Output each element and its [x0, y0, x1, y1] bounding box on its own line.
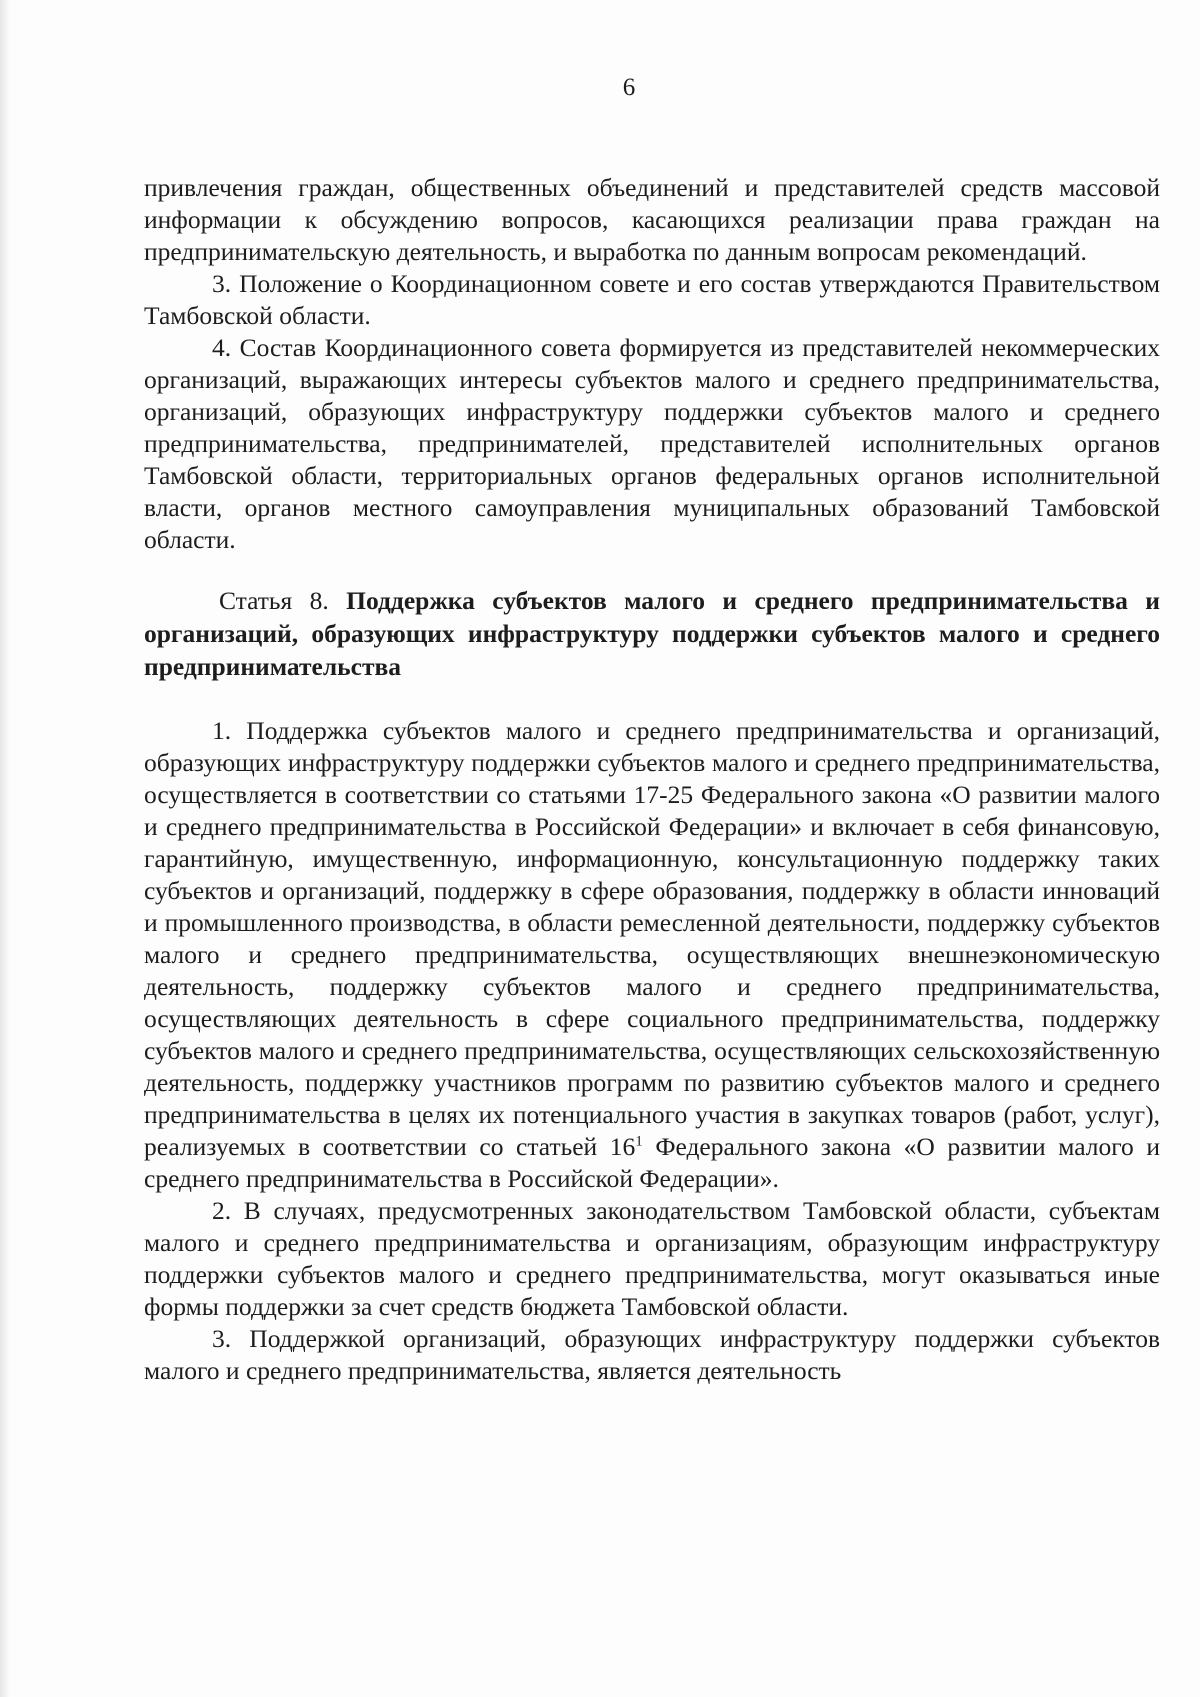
article-paragraph-1-text: 1. Поддержка субъектов малого и среднего предпринимательства и организаций, образующих инфраструктуру поддержки субъектов малого и среднего предпринимательства, осуществляется в соответствии со статьями 17-25 Федерального закона «О развитии малого и среднего предпринимательства в Российской Федерации» и включает в себя финансовую, гарантийную, имущественную, информационную, консультационную поддержку таких субъектов и организаций, поддержку в сфере образования, поддержку в области инноваций и промышленного производства, в области ремесленной деятельности, поддержку субъектов малого и среднего предпринимательства, осуществляющих внешнеэкономическую деятельность, поддержку субъектов малого и среднего предпринимательства, осуществляющих деятельность в сфере социального предпринимательства, поддержку субъектов малого и среднего предпринимательства, осуществляющих сельскохозяйственную деятельность, поддержку участников программ по развитию субъектов малого и среднего предпринимательства в целях их потенциального участия в закупках товаров (работ, услуг), реализуемых в соответствии со статьей 16	[144, 716, 1160, 1161]
paragraph-4: 4. Состав Координационного совета формируется из представителей некоммерческих организаций, выражающих интересы субъектов малого и среднего предпринимательства, организаций, образующих инфраструктуру поддержки субъектов малого и среднего предпринимательства, предпринимателей, представителей исполнительных органов Тамбовской области, территориальных органов федеральных органов исполнительной власти, органов местного самоуправления муниципальных образований Тамбовской области.	[144, 333, 1160, 554]
article-heading	[144, 584, 1160, 683]
article-paragraph-2: 2. В случаях, предусмотренных законодательством Тамбовской области, субъектам малого и среднего предпринимательства и организациям, образующим инфраструктуру поддержки субъектов малого и среднего предпринимательства, могут оказываться иные формы поддержки за счет средств бюджета Тамбовской области.	[144, 1196, 1160, 1321]
scan-edge-shadow	[0, 0, 10, 1697]
document-body	[144, 172, 1160, 1387]
article-paragraph-1-tail: Федерального закона «О развитии малого и среднего предпринимательства в Российской Федерации».	[144, 1132, 1160, 1193]
paragraph-3: 3. Положение о Координационном совете и его состав утверждаются Правительством Тамбовской области.	[144, 269, 1160, 330]
article-number: Статья 8.	[219, 586, 347, 615]
page-number: 6	[622, 74, 636, 101]
article-title: Поддержка субъектов малого и среднего предпринимательства и организаций, образующих инфраструктуру поддержки субъектов малого и среднего предпринимательства	[144, 586, 1160, 681]
paragraph-continuation: привлечения граждан, общественных объединений и представителей средств массовой информации к обсуждению вопросов, касающихся реализации права граждан на предпринимательскую деятельность, и выработка по данным вопросам рекомендаций.	[144, 173, 1160, 266]
article-paragraph-3: 3. Поддержкой организаций, образующих инфраструктуру поддержки субъектов малого и среднего предпринимательства, является деятельность	[144, 1324, 1160, 1385]
superscript: 1	[635, 1133, 643, 1150]
article-paragraph-1	[144, 715, 1160, 1195]
